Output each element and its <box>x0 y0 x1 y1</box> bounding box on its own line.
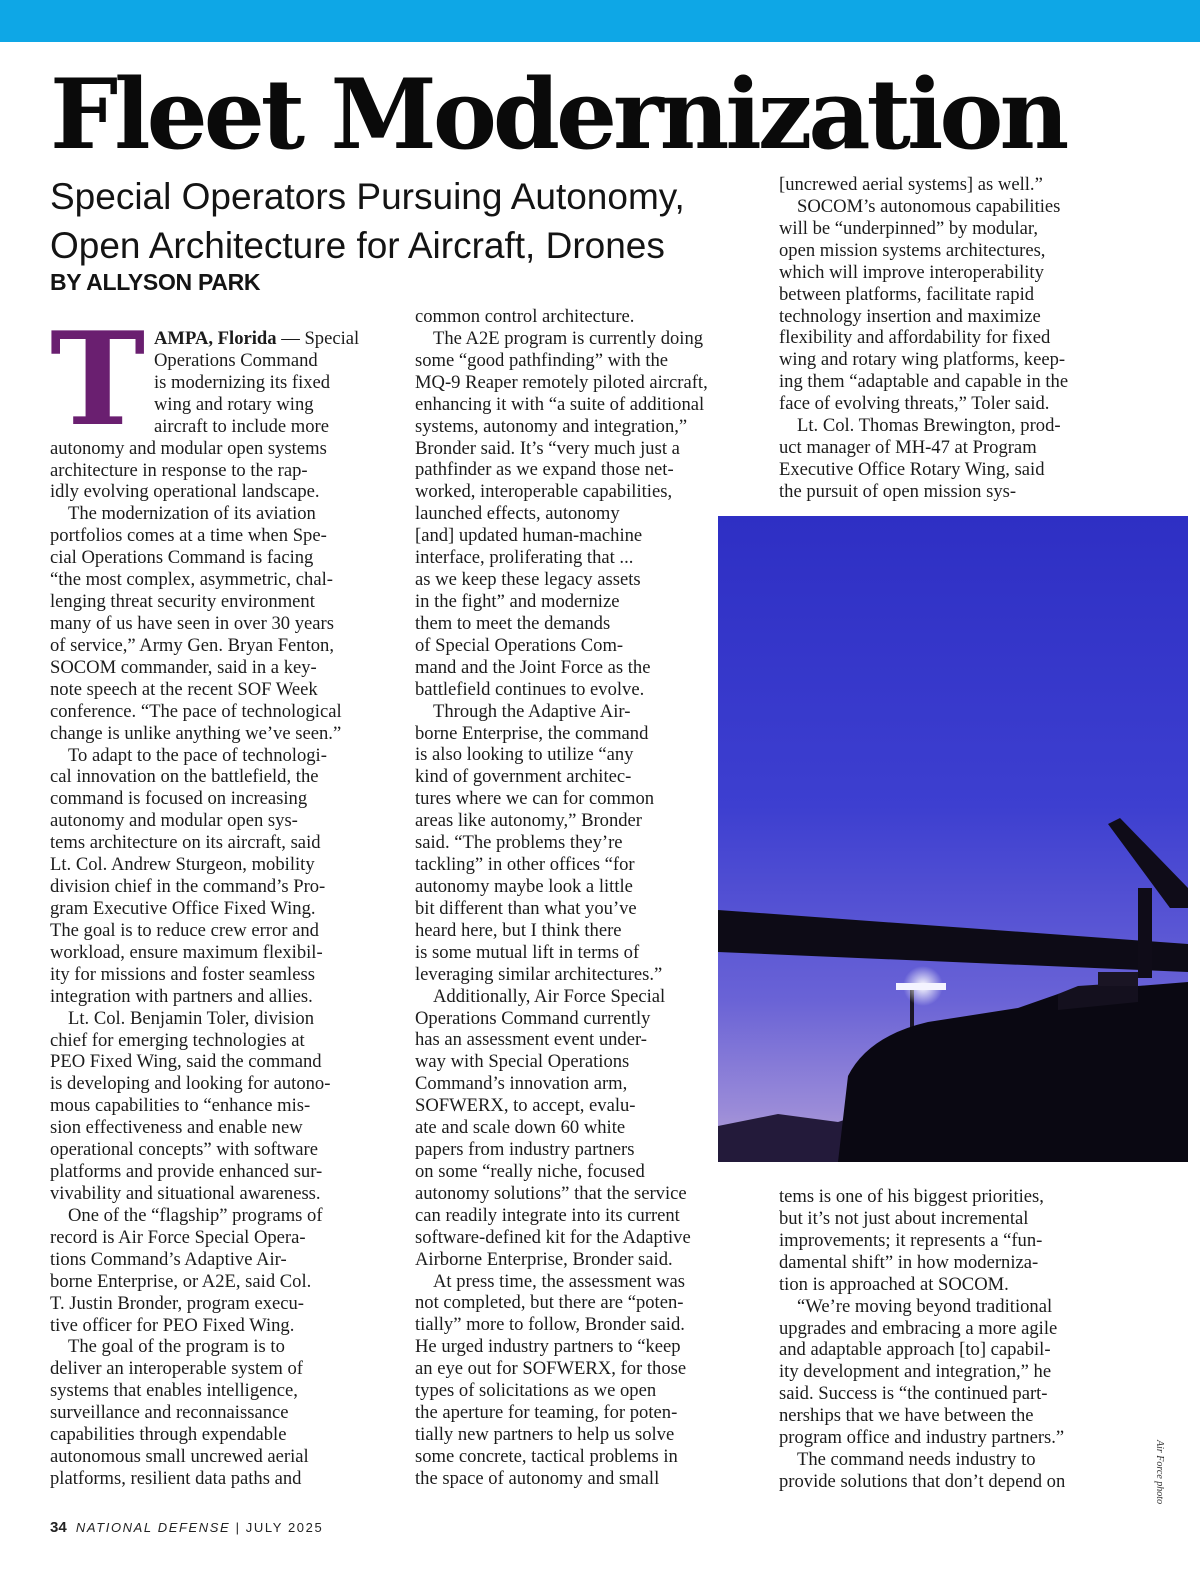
text-line: tems is one of his biggest priorities, <box>779 1186 1044 1207</box>
text-line: some “good pathfinding” with the <box>415 349 669 371</box>
text-line: tions Command’s Adaptive Air- <box>50 1248 287 1270</box>
text-line: kind of government architec- <box>415 766 632 788</box>
text-line: autonomy maybe look a little <box>415 875 633 897</box>
text-line: tially new partners to help us solve <box>415 1424 675 1446</box>
text-line: ity development and integration,” he <box>779 1361 1052 1383</box>
text-line: some concrete, tactical problems in <box>415 1445 678 1467</box>
top-accent-bar <box>0 0 1200 42</box>
text-line: MQ-9 Reaper remotely piloted aircraft, <box>415 371 708 393</box>
aircraft-silhouette-image <box>718 516 1188 1162</box>
text-line: The goal is to reduce crew error and <box>50 919 319 941</box>
text-line: PEO Fixed Wing, said the command <box>50 1051 322 1073</box>
headline: Fleet Modernization <box>50 58 1066 171</box>
text-line: leveraging similar architectures.” <box>415 963 663 985</box>
text-line: workload, ensure maximum flexibil- <box>50 941 323 963</box>
text-line: T. Justin Bronder, program execu- <box>50 1292 304 1314</box>
text-line: record is Air Force Special Opera- <box>50 1226 306 1248</box>
text-line: tems architecture on its aircraft, said <box>50 832 321 854</box>
text-line: mand and the Joint Force as the <box>415 656 651 678</box>
text-line: lenging threat security environment <box>50 591 315 613</box>
text-line: the pursuit of open mission sys- <box>779 480 1017 502</box>
text-line: Command’s innovation arm, <box>415 1073 628 1095</box>
text-line: gram Executive Office Fixed Wing. <box>50 898 316 919</box>
text-line: said. “The problems they’re <box>415 832 623 854</box>
text-line: common control architecture. <box>415 306 635 327</box>
text-line: on some “really niche, focused <box>415 1160 645 1182</box>
text-line: platforms and provide enhanced sur- <box>50 1161 323 1183</box>
deck <box>50 172 750 270</box>
text-line: autonomy solutions” that the service <box>415 1182 687 1204</box>
text-line: The command needs industry to <box>797 1449 1036 1471</box>
text-line: autonomous small uncrewed aerial <box>50 1446 309 1468</box>
text-line: bit different than what you’ve <box>415 897 637 919</box>
text-line: said. Success is “the continued part- <box>779 1383 1048 1405</box>
lead-line: Operations Command <box>154 349 318 371</box>
text-line: Airborne Enterprise, Bronder said. <box>415 1248 673 1270</box>
lead-line: is modernizing its fixed <box>154 371 331 393</box>
byline: BY ALLYSON PARK <box>50 269 261 295</box>
column-3-top <box>779 174 1124 503</box>
deck-line: Open Architecture for Aircraft, Drones <box>50 225 665 266</box>
text-line: of Special Operations Com- <box>415 634 624 656</box>
text-line: but it’s not just about incremental <box>779 1207 1029 1229</box>
text-line: “the most complex, asymmetric, chal- <box>50 569 333 591</box>
text-line: which will improve interoperability <box>779 261 1044 283</box>
text-line: between platforms, facilitate rapid <box>779 283 1035 305</box>
column-1-lead <box>154 328 394 438</box>
text-line: borne Enterprise, or A2E, said Col. <box>50 1270 312 1292</box>
text-line: Lt. Col. Benjamin Toler, division <box>68 1007 315 1029</box>
text-line: enhancing it with “a suite of additional <box>415 393 705 415</box>
text-line: areas like autonomy,” Bronder <box>415 810 643 832</box>
text-line: operational concepts” with software <box>50 1139 318 1161</box>
text-line: division chief in the command’s Pro- <box>50 876 326 898</box>
text-line: pathfinder as we expand those net- <box>415 459 674 481</box>
dateline: AMPA, Florida <box>154 328 277 349</box>
text-line: To adapt to the pace of technologi- <box>68 744 327 766</box>
text-line: ity for missions and foster seamless <box>50 963 315 985</box>
text-line: worked, interoperable capabilities, <box>415 481 673 503</box>
text-line: interface, proliferating that ... <box>415 547 634 569</box>
photo-credit: Air Force photo <box>1154 1440 1165 1505</box>
column-2 <box>415 306 760 1490</box>
text-line: nerships that we have between the <box>779 1405 1034 1427</box>
text-line: an eye out for SOFWERX, for those <box>415 1358 687 1380</box>
text-line: autonomy and modular open systems <box>50 437 327 459</box>
page-number: 34 <box>50 1519 67 1536</box>
text-line: change is unlike anything we’ve seen.” <box>50 722 342 744</box>
text-line: “We’re moving beyond traditional <box>797 1295 1053 1317</box>
column-1 <box>50 438 395 1490</box>
text-line: [and] updated human-machine <box>415 525 643 547</box>
text-line: upgrades and embracing a more agile <box>779 1317 1058 1339</box>
text-line: deliver an interoperable system of <box>50 1358 303 1380</box>
text-line: heard here, but I think there <box>415 919 622 941</box>
text-line: damental shift” in how moderniza- <box>779 1251 1039 1273</box>
text-line: SOFWERX, to accept, evalu- <box>415 1095 636 1117</box>
text-line: The A2E program is currently doing <box>433 327 704 349</box>
text-line: has an assessment event under- <box>415 1029 647 1051</box>
text-line: conference. “The pace of technological <box>50 700 342 722</box>
text-line: systems that enables intelligence, <box>50 1380 298 1402</box>
text-line: way with Special Operations <box>415 1051 630 1073</box>
text-line: will be “underpinned” by modular, <box>779 217 1038 239</box>
text-line: mous capabilities to “enhance mis- <box>50 1095 311 1117</box>
text-line: Bronder said. It’s “very much just a <box>415 437 680 459</box>
aircraft-photo <box>718 516 1188 1162</box>
text-line: flexibility and affordability for fixed <box>779 327 1051 349</box>
text-line: command is focused on increasing <box>50 788 308 810</box>
text-line: SOCOM’s autonomous capabilities <box>797 195 1061 217</box>
text-line: idly evolving operational landscape. <box>50 481 320 503</box>
text-line: the aperture for teaming, for poten- <box>415 1402 678 1424</box>
text-line: launched effects, autonomy <box>415 503 620 525</box>
text-line: Lt. Col. Thomas Brewington, prod- <box>797 415 1061 437</box>
text-line: portfolios comes at a time when Spe- <box>50 525 327 547</box>
lead-text: — Special <box>276 328 360 349</box>
text-line: The modernization of its aviation <box>68 503 316 525</box>
text-line: [uncrewed aerial systems] as well.” <box>779 174 1043 195</box>
text-line: many of us have seen in over 30 years <box>50 613 334 635</box>
text-line: ate and scale down 60 white <box>415 1117 626 1139</box>
text-line: papers from industry partners <box>415 1139 635 1161</box>
text-line: cal innovation on the battlefield, the <box>50 766 319 788</box>
deck-line: Special Operators Pursuing Autonomy, <box>50 176 685 217</box>
text-line: them to meet the demands <box>415 612 611 634</box>
text-line: borne Enterprise, the command <box>415 722 649 744</box>
text-line: SOCOM commander, said in a key- <box>50 656 317 678</box>
text-line: face of evolving threats,” Toler said. <box>779 393 1050 415</box>
text-line: surveillance and reconnaissance <box>50 1402 289 1424</box>
text-line: integration with partners and allies. <box>50 985 313 1007</box>
text-line: platforms, resilient data paths and <box>50 1467 302 1489</box>
lead-line <box>154 328 394 350</box>
text-line: types of solicitations as we open <box>415 1380 657 1402</box>
issue-date: JULY 2025 <box>245 1520 324 1535</box>
text-line: of service,” Army Gen. Bryan Fenton, <box>50 634 334 656</box>
text-line: autonomy and modular open sys- <box>50 810 298 832</box>
text-line: Lt. Col. Andrew Sturgeon, mobility <box>50 854 315 876</box>
text-line: and adaptable approach [to] capabil- <box>779 1339 1051 1361</box>
text-line: tackling” in other offices “for <box>415 854 635 876</box>
text-line: is some mutual lift in terms of <box>415 941 640 963</box>
text-line: improvements; it represents a “fun- <box>779 1229 1043 1251</box>
text-line: Additionally, Air Force Special <box>433 985 666 1007</box>
column-3-bottom <box>779 1186 1124 1493</box>
text-line: in the fight” and modernize <box>415 590 620 612</box>
text-line: One of the “flagship” programs of <box>68 1204 323 1226</box>
text-line: capabilities through expendable <box>50 1424 287 1446</box>
lead-line: wing and rotary wing <box>154 393 314 415</box>
text-line: ing them “adaptable and capable in the <box>779 371 1069 393</box>
text-line: architecture in response to the rap- <box>50 459 308 481</box>
text-line: the space of autonomy and small <box>415 1467 660 1489</box>
text-line: Executive Office Rotary Wing, said <box>779 458 1045 480</box>
text-line: uct manager of MH-47 at Program <box>779 437 1037 459</box>
text-line: as we keep these legacy assets <box>415 569 641 591</box>
text-line: is developing and looking for autono- <box>50 1073 331 1095</box>
text-line: tion is approached at SOCOM. <box>779 1273 1009 1295</box>
footer-separator: | <box>235 1520 241 1535</box>
text-line: He urged industry partners to “keep <box>415 1336 681 1358</box>
text-line: provide solutions that don’t depend on <box>779 1470 1066 1492</box>
text-line: can readily integrate into its current <box>415 1204 680 1226</box>
text-line: vivability and situational awareness. <box>50 1182 321 1204</box>
text-line: software-defined kit for the Adaptive <box>415 1226 691 1248</box>
text-line: The goal of the program is to <box>68 1336 285 1358</box>
text-line: Through the Adaptive Air- <box>433 700 631 722</box>
text-line: Operations Command currently <box>415 1007 651 1029</box>
text-line: open mission systems architectures, <box>779 239 1046 261</box>
drop-cap: T <box>50 305 146 455</box>
text-line: cial Operations Command is facing <box>50 547 314 569</box>
text-line: tures where we can for common <box>415 788 655 810</box>
text-line: battlefield continues to evolve. <box>415 678 645 700</box>
text-line: wing and rotary wing platforms, keep- <box>779 349 1066 371</box>
publication-name: NATIONAL DEFENSE <box>75 1520 231 1535</box>
text-line: sion effectiveness and enable new <box>50 1117 303 1139</box>
text-line: chief for emerging technologies at <box>50 1029 305 1051</box>
text-line: tive officer for PEO Fixed Wing. <box>50 1314 295 1336</box>
text-line: is also looking to utilize “any <box>415 744 634 766</box>
page-footer <box>50 1519 323 1536</box>
text-line: not completed, but there are “poten- <box>415 1292 684 1314</box>
text-line: technology insertion and maximize <box>779 305 1041 327</box>
text-line: note speech at the recent SOF Week <box>50 678 318 700</box>
text-line: systems, autonomy and integration,” <box>415 415 688 437</box>
text-line: tially” more to follow, Bronder said. <box>415 1314 685 1336</box>
lead-line: aircraft to include more <box>154 415 330 437</box>
text-line: program office and industry partners.” <box>779 1427 1065 1449</box>
text-line: At press time, the assessment was <box>433 1270 686 1292</box>
